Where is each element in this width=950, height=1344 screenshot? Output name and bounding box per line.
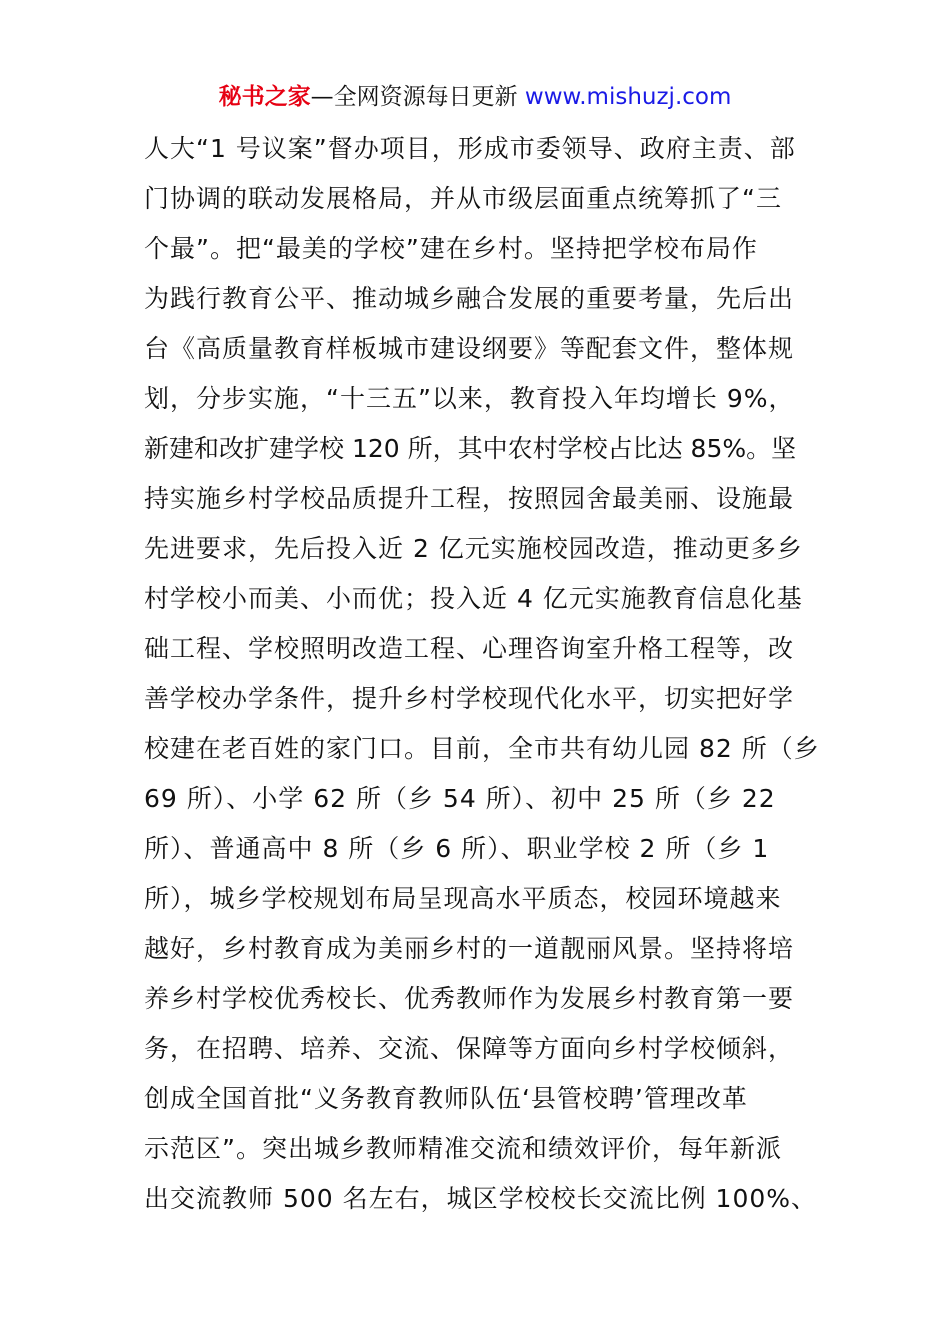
body-line: 持实施乡村学校品质提升工程，按照园舍最美丽、设施最 <box>144 484 795 513</box>
body-line: 础工程、学校照明改造工程、心理咨询室升格工程等，改 <box>144 634 795 663</box>
body-line: 示范区”。突出城乡教师精准交流和绩效评价，每年新派 <box>144 1134 782 1163</box>
body-line: 人大“1 号议案”督办项目，形成市委领导、政府主责、部 <box>144 134 796 163</box>
body-line: 校建在老百姓的家门口。目前，全市共有幼儿园 82 所（乡 <box>144 734 820 763</box>
body-line: 所）、普通高中 8 所（乡 6 所）、职业学校 2 所（乡 1 <box>144 834 770 863</box>
document-body <box>144 124 824 1224</box>
site-url[interactable]: www.mishuzj.com <box>524 84 732 110</box>
body-line: 养乡村学校优秀校长、优秀教师作为发展乡村教育第一要 <box>144 984 795 1013</box>
body-line: 划，分步实施，“十三五”以来，教育投入年均增长 9%， <box>144 384 795 413</box>
body-line: 出交流教师 500 名左右，城区学校校长交流比例 100%、 <box>144 1184 818 1213</box>
body-line: 善学校办学条件，提升乡村学校现代化水平，切实把好学 <box>144 684 795 713</box>
body-line: 门协调的联动发展格局，并从市级层面重点统筹抓了“三 <box>144 184 782 213</box>
body-line: 个最”。把“最美的学校”建在乡村。坚持把学校布局作 <box>144 234 758 263</box>
body-line: 越好，乡村教育成为美丽乡村的一道靓丽风景。坚持将培 <box>144 934 795 963</box>
body-line: 台《高质量教育样板城市建设纲要》等配套文件，整体规 <box>144 334 795 363</box>
body-line: 务，在招聘、培养、交流、保障等方面向乡村学校倾斜， <box>144 1034 795 1063</box>
body-line: 为践行教育公平、推动城乡融合发展的重要考量，先后出 <box>144 284 795 313</box>
body-line: 所），城乡学校规划布局呈现高水平质态，校园环境越来 <box>144 884 782 913</box>
body-line: 69 所）、小学 62 所（乡 54 所）、初中 25 所（乡 22 <box>144 784 776 813</box>
body-line: 创成全国首批“义务教育教师队伍‘县管校聘’管理改革 <box>144 1084 748 1113</box>
site-brand: 秘书之家 <box>218 84 311 110</box>
page-header <box>0 80 950 114</box>
body-line: 新建和改扩建学校 120 所，其中农村学校占比达 85%。坚 <box>144 434 797 463</box>
site-tagline: —全网资源每日更新 <box>310 84 525 110</box>
body-line: 先进要求，先后投入近 2 亿元实施校园改造，推动更多乡 <box>144 534 803 563</box>
body-line: 村学校小而美、小而优；投入近 4 亿元实施教育信息化基 <box>144 584 803 613</box>
